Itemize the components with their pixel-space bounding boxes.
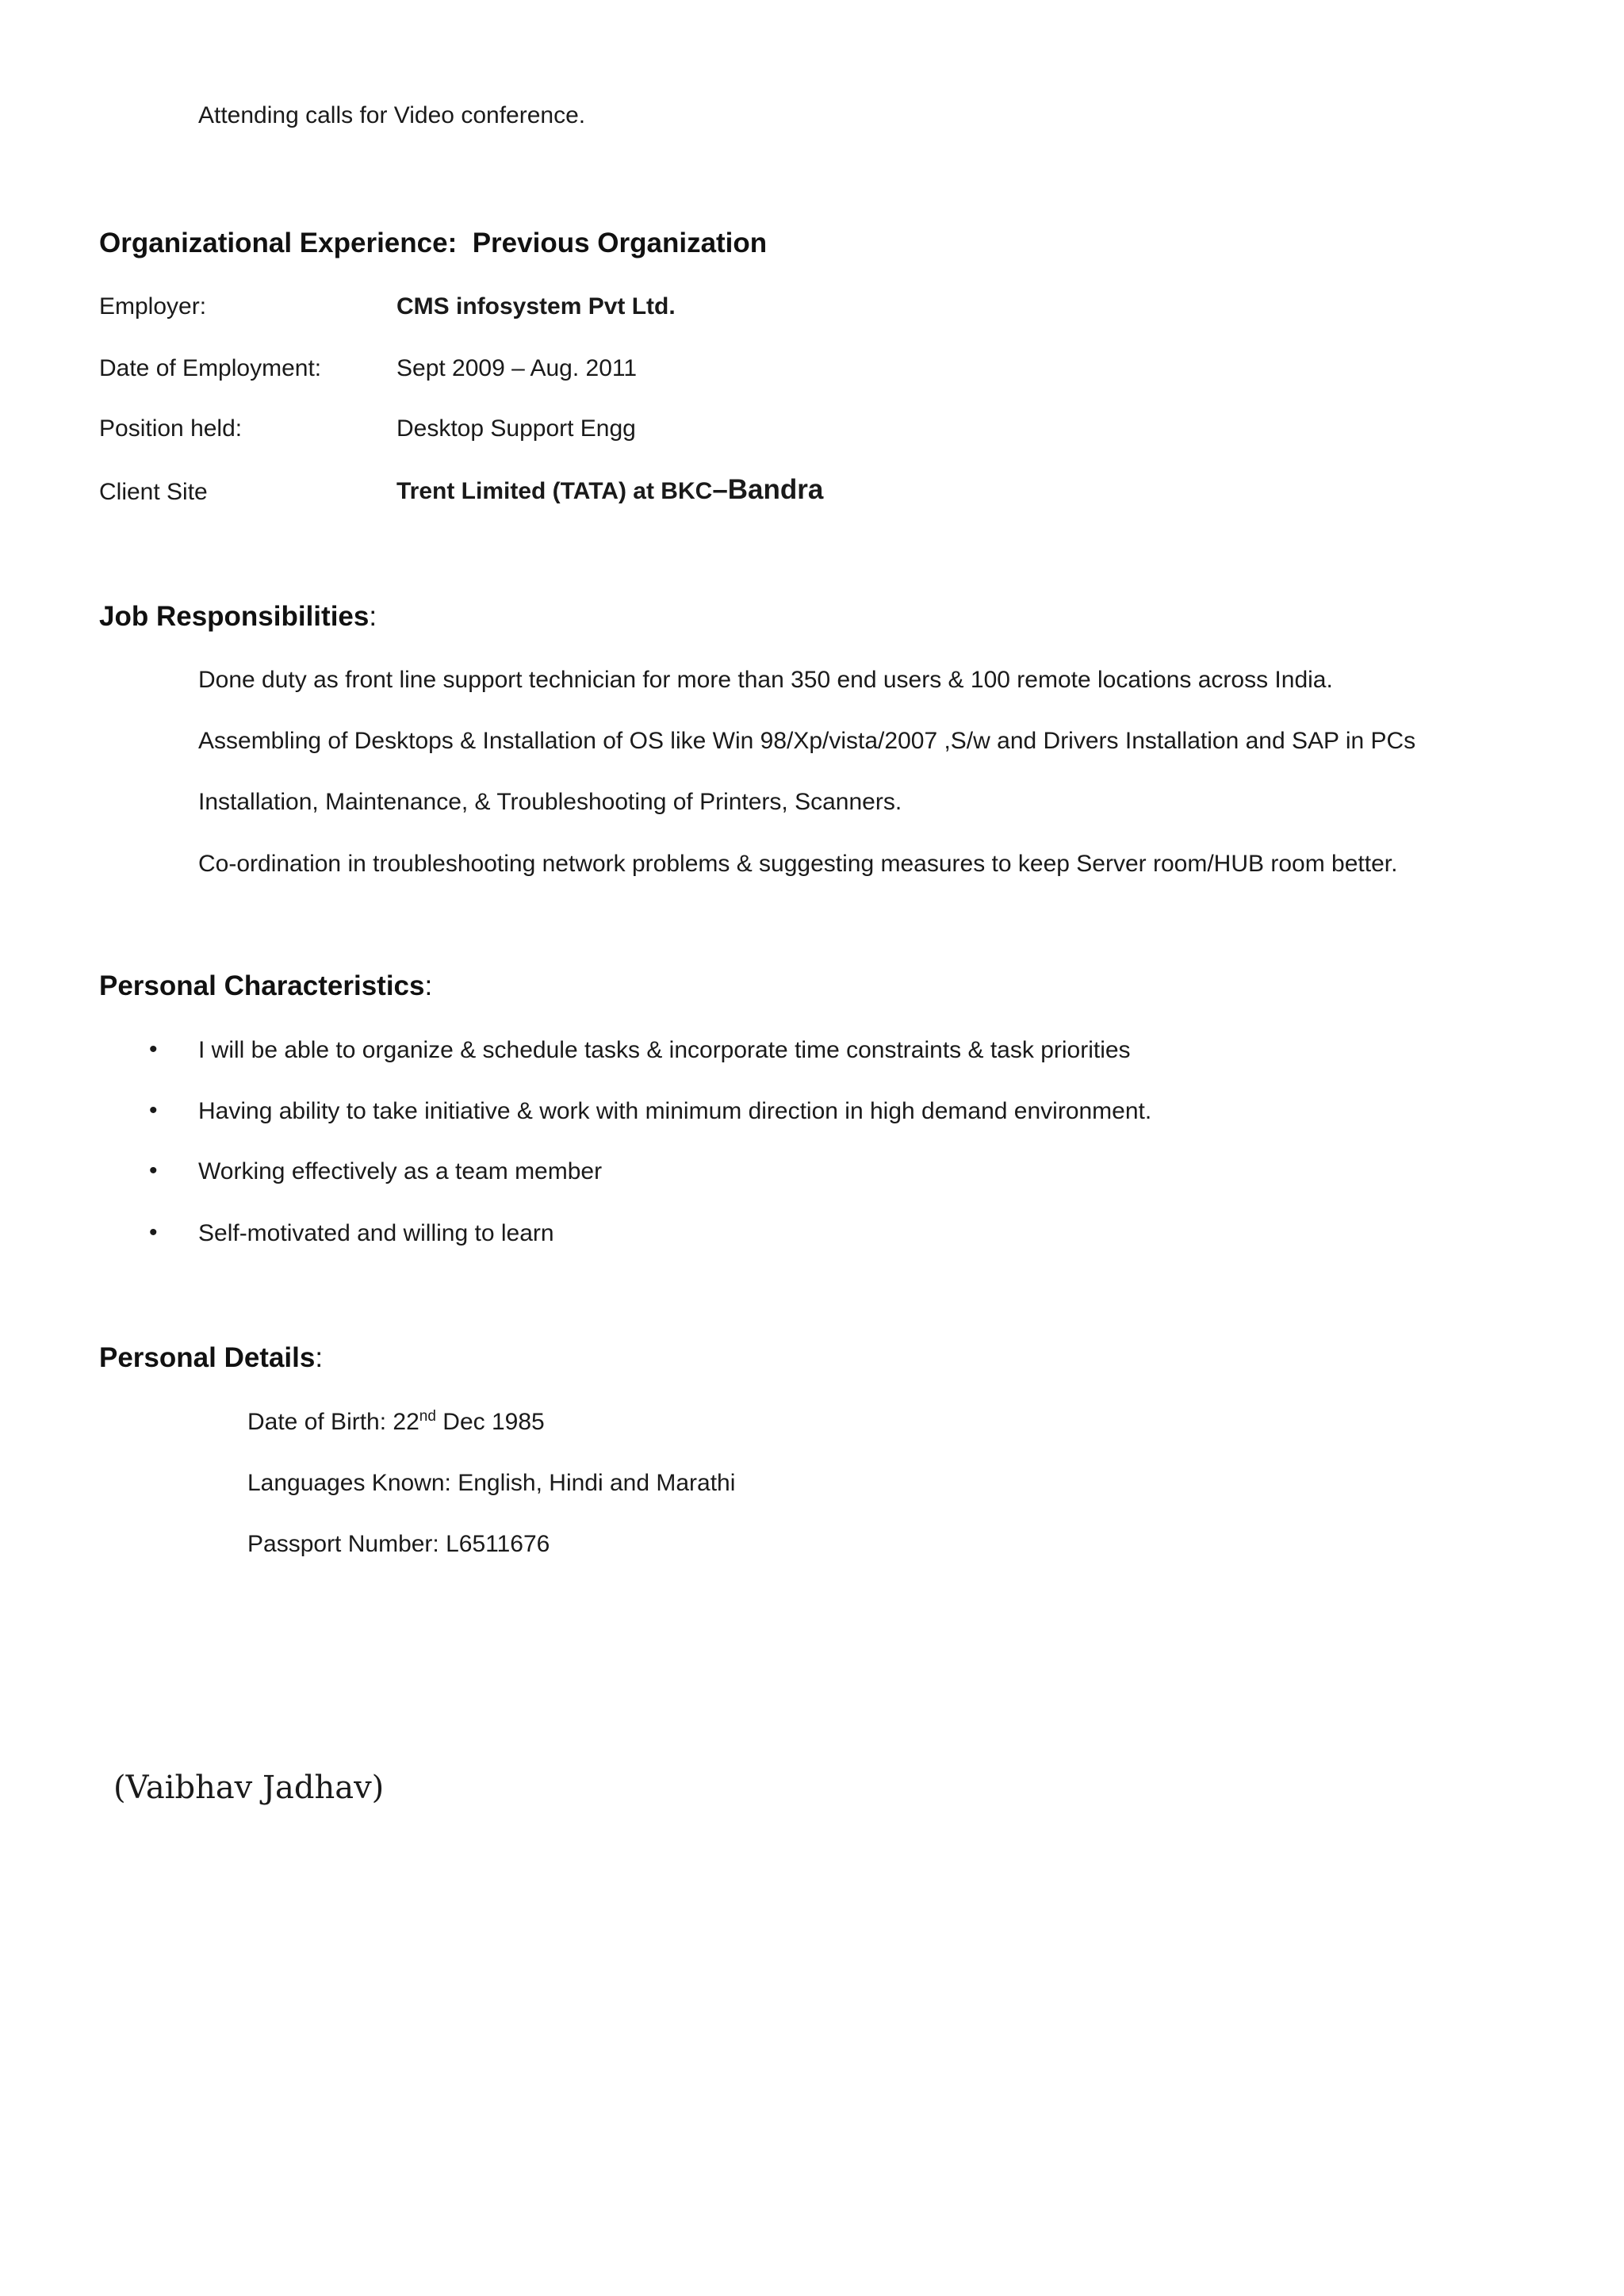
employer-label: Employer:: [99, 293, 207, 320]
bullet-icon: •: [149, 1097, 158, 1123]
signature-name: (Vaibhav Jadhav): [113, 1770, 385, 1806]
heading-colon: :: [369, 601, 377, 632]
personal-characteristics-heading: [99, 970, 432, 1003]
responsibility-item: Done duty as front line support technician for more than 350 end users & 100 remote locations across India.: [198, 667, 1333, 693]
job-responsibilities-heading-text: Job Responsibilities: [99, 601, 370, 632]
characteristic-item: I will be able to organize & schedule tasks & incorporate time constraints & task priorities: [198, 1037, 1131, 1063]
client-site-label: Client Site: [99, 479, 208, 505]
personal-characteristics-heading-text: Personal Characteristics: [99, 970, 425, 1001]
dob-suffix: Dec 1985: [435, 1409, 545, 1435]
intro-line: Attending calls for Video conference.: [198, 102, 586, 128]
employment-date-label: Date of Employment:: [99, 355, 322, 381]
heading-colon: :: [424, 970, 433, 1001]
characteristic-item: Self-motivated and willing to learn: [198, 1220, 554, 1246]
dob-ordinal: nd: [419, 1408, 436, 1425]
job-responsibilities-heading: [99, 600, 377, 633]
employer-value: CMS infosystem Pvt Ltd.: [396, 293, 676, 320]
characteristic-item: Having ability to take initiative & work with minimum direction in high demand environment.: [198, 1098, 1152, 1124]
personal-details-heading: [99, 1341, 323, 1375]
position-value: Desktop Support Engg: [396, 415, 636, 442]
heading-colon: :: [315, 1342, 324, 1373]
responsibility-item: Installation, Maintenance, & Troubleshooting of Printers, Scanners.: [198, 789, 902, 815]
position-label: Position held:: [99, 415, 243, 442]
bullet-icon: •: [149, 1219, 158, 1246]
org-experience-heading-text: Organizational Experience:: [99, 228, 458, 258]
languages-known: Languages Known: English, Hindi and Marathi: [247, 1470, 736, 1496]
responsibility-item: Assembling of Desktops & Installation of OS like Win 98/Xp/vista/2007 ,S/w and Drivers Installation and SAP in PCs: [198, 728, 1416, 754]
characteristic-item: Working effectively as a team member: [198, 1158, 603, 1184]
client-site-value: [396, 474, 823, 506]
org-experience-subheading: Previous Organization: [472, 228, 768, 258]
date-of-birth: [247, 1408, 545, 1437]
client-site-name: Trent Limited (TATA) at BKC: [396, 478, 713, 504]
org-experience-heading: [99, 227, 767, 260]
employment-date-value: Sept 2009 – Aug. 2011: [396, 355, 638, 381]
bullet-icon: •: [149, 1036, 158, 1062]
responsibility-item: Co-ordination in troubleshooting network problems & suggesting measures to keep Server room/HUB room better.: [198, 851, 1398, 877]
client-site-location: –Bandra: [712, 474, 824, 505]
personal-details-heading-text: Personal Details: [99, 1342, 316, 1373]
passport-number: Passport Number: L6511676: [247, 1531, 550, 1557]
bullet-icon: •: [149, 1158, 158, 1184]
dob-prefix: Date of Birth: 22: [247, 1409, 419, 1435]
